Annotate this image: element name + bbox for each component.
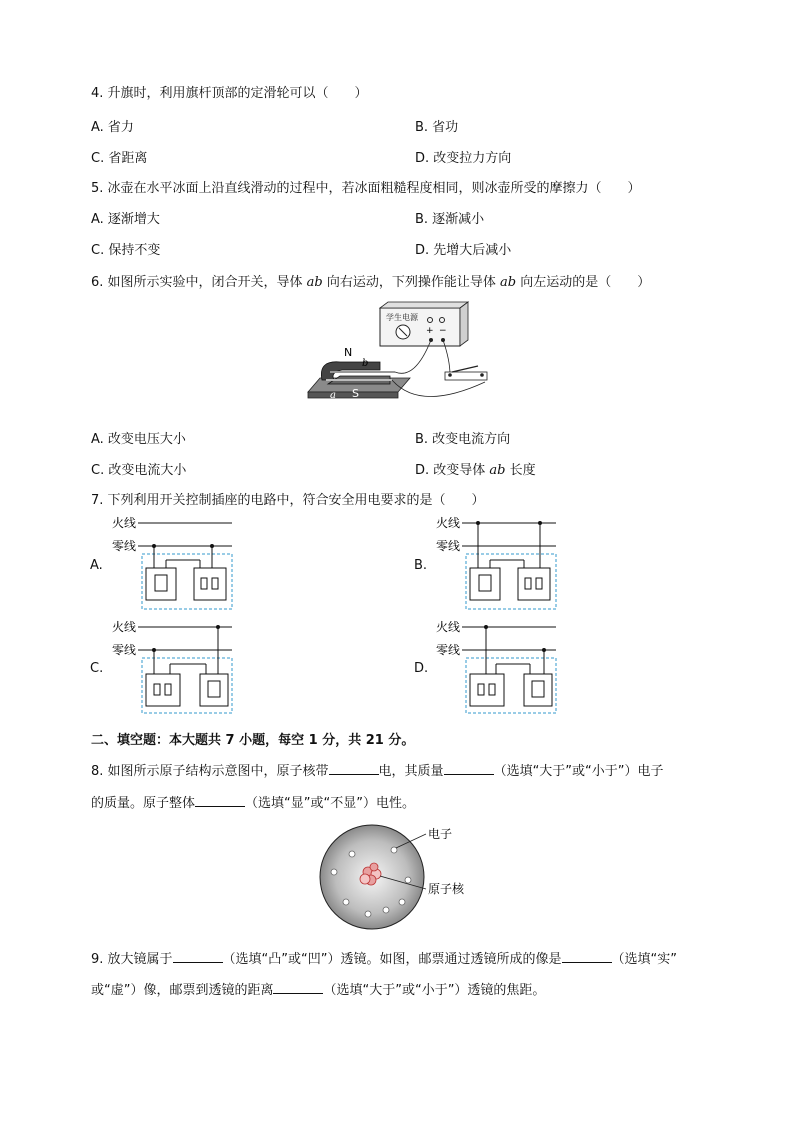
svg-text:S: S [352,387,359,400]
socket-icon [470,674,504,706]
q4-option-c: C. 省距离 [91,151,148,166]
svg-text:N: N [344,346,353,359]
q9-blank-2[interactable] [562,950,612,963]
svg-text:零线: 零线 [112,539,137,553]
q7-option-a-label: A. [90,558,103,573]
q4-option-a: A. 省力 [91,120,134,135]
q5-option-a: A. 逐渐增大 [91,212,160,227]
svg-text:b: b [362,358,369,369]
svg-text:+: + [426,326,434,336]
q6-option-c: C. 改变电流大小 [91,463,187,478]
q8-blank-1[interactable] [329,762,379,775]
q6-option-d: D. 改变导体 ab 长度 [415,463,536,478]
svg-text:a: a [330,390,336,401]
question-4-stem: 4. 升旗时，利用旗杆顶部的定滑轮可以（ ） [91,86,368,101]
q7-option-b-label: B. [414,558,428,573]
q7-circuit-c [108,616,238,716]
socket-icon [146,674,180,706]
q6-option-b: B. 改变电流方向 [415,432,511,447]
power-supply-label: 学生电源 [386,313,418,322]
question-9-line-1: 9. 放大镜属于 （选填“凸”或“凹”）透镜。如图，邮票通过透镜所成的像是 （选填“实” [91,952,677,967]
question-8-line-1: 8. 如图所示原子结构示意图中，原子核带 电，其质量 （选填“大于”或“小于”）电子 [91,764,664,779]
q7-circuit-b [432,512,562,612]
q8-blank-2[interactable] [444,762,494,775]
q7-circuit-a [108,512,238,612]
section-2-title: 二、填空题：本大题共 7 小题，每空 1 分，共 21 分。 [91,733,415,748]
svg-text:火线: 火线 [112,620,137,634]
q7-circuit-d [432,616,562,716]
svg-text:−: − [439,326,447,336]
nucleus-label: 原子核 [428,882,465,896]
q7-option-c-label: C. [90,661,104,676]
svg-text:零线: 零线 [436,539,461,553]
q4-option-d: D. 改变拉力方向 [415,151,512,166]
svg-text:火线: 火线 [436,620,461,634]
svg-text:零线: 零线 [436,643,461,657]
svg-text:火线: 火线 [436,516,461,530]
question-5-stem: 5. 冰壶在水平冰面上沿直线滑动的过程中，若冰面粗糙程度相同，则冰壶所受的摩擦力（ ） [91,181,641,196]
question-6-stem: 6. 如图所示实验中，闭合开关，导体 ab 向右运动，下列操作能让导体 ab 向左运动的是（ ） [91,275,651,290]
electron-label: 电子 [428,827,453,841]
svg-text:火线: 火线 [112,516,137,530]
q5-option-d: D. 先增大后减小 [415,243,512,258]
q4-option-b: B. 省功 [415,120,459,135]
q5-option-c: C. 保持不变 [91,243,161,258]
question-9-line-2: 或“虚”）像，邮票到透镜的距离 （选填“大于”或“小于”）透镜的焦距。 [91,983,546,998]
q8-figure-atom-structure [316,822,496,934]
socket-icon [194,568,226,600]
q8-blank-3[interactable] [195,794,245,807]
q9-blank-3[interactable] [273,981,323,994]
svg-text:零线: 零线 [112,643,137,657]
q6-figure-electromagnet-experiment [300,300,500,410]
question-7-stem: 7. 下列利用开关控制插座的电路中，符合安全用电要求的是（ ） [91,493,485,508]
question-8-line-2: 的质量。原子整体 （选填“显”或“不显”）电性。 [91,796,415,811]
q5-option-b: B. 逐渐减小 [415,212,485,227]
q6-option-a: A. 改变电压大小 [91,432,186,447]
q9-blank-1[interactable] [173,950,223,963]
q7-option-d-label: D. [414,661,429,676]
socket-icon [518,568,550,600]
